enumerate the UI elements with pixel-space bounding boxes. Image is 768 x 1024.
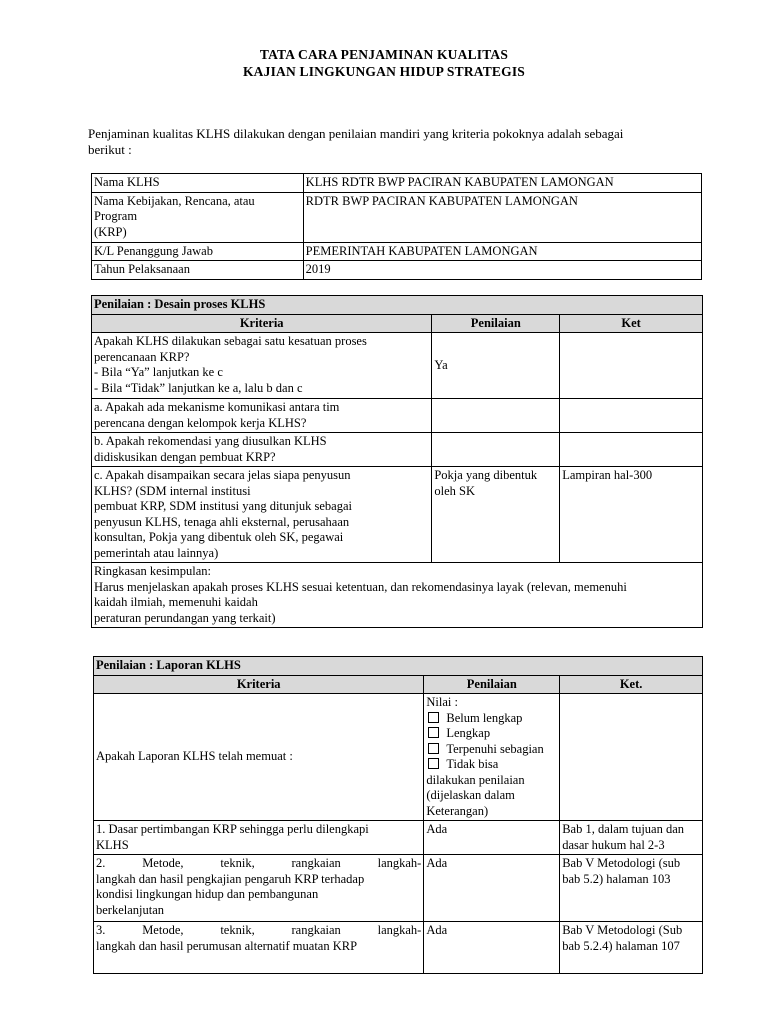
checkbox-icon[interactable]	[428, 712, 439, 723]
cell-line: Bab V Metodologi (Sub	[562, 923, 683, 937]
table-row	[94, 657, 703, 676]
penilaian-cell: Ada	[424, 855, 560, 922]
cell-line: b. Apakah rekomendasi yang diusulkan KLHS	[94, 434, 327, 448]
checkbox-icon[interactable]	[428, 743, 439, 754]
kriteria-cell	[92, 467, 432, 563]
info-label: K/L Penanggung Jawab	[92, 242, 304, 261]
info-value: 2019	[303, 261, 701, 280]
penilaian-cell	[432, 399, 560, 433]
column-header: Penilaian	[432, 314, 560, 333]
table-row	[92, 467, 703, 563]
section-title: Penilaian : Desain proses KLHS	[92, 296, 703, 315]
info-label-line: Nama Kebijakan, Rencana, atau	[94, 193, 255, 208]
kriteria-cell	[94, 821, 424, 855]
kriteria-cell: Apakah Laporan KLHS telah memuat :	[94, 694, 424, 821]
ringkasan-cell	[92, 563, 703, 628]
table-row	[94, 694, 703, 821]
cell-line: c. Apakah disampaikan secara jelas siapa penyusun	[94, 468, 351, 482]
section-title: Penilaian : Laporan KLHS	[94, 657, 703, 676]
cell-line: bab 5.2) halaman 103	[562, 871, 671, 886]
kriteria-cell	[92, 333, 432, 399]
table-row	[92, 261, 702, 280]
ket-cell: Lampiran hal-300	[560, 467, 703, 563]
info-label: Tahun Pelaksanaan	[92, 261, 304, 280]
option-lengkap[interactable]	[426, 726, 557, 742]
info-label	[92, 192, 304, 242]
cell-line: Bab V Metodologi (sub	[562, 856, 681, 870]
penilaian-cell: Ada	[424, 821, 560, 855]
column-header: Penilaian	[424, 675, 560, 694]
column-header: Kriteria	[92, 314, 432, 333]
ket-cell	[560, 399, 703, 433]
cell-line: perencana dengan kelompok kerja KLHS?	[94, 415, 307, 430]
cell-line: (dijelaskan dalam	[426, 788, 515, 802]
checkbox-icon[interactable]	[428, 758, 439, 769]
cell-line: KLHS	[96, 837, 129, 852]
cell-line: berkelanjutan	[96, 902, 165, 917]
table-row	[94, 922, 703, 974]
option-label: Tidak bisa	[446, 757, 499, 771]
cell-line: a. Apakah ada mekanisme komunikasi antara tim	[94, 400, 340, 414]
cell-line: pembuat KRP, SDM institusi yang ditunjuk sebagai	[94, 499, 352, 513]
cell-line: Bab 1, dalam tujuan dan	[562, 822, 685, 836]
table-row	[92, 399, 703, 433]
ket-cell	[560, 922, 703, 974]
ket-cell	[560, 855, 703, 922]
table-header-row	[94, 675, 703, 694]
cell-line: langkah dan hasil pengkajian pengaruh KRP terhadap	[96, 871, 365, 886]
cell-line: peraturan perundangan yang terkait)	[94, 610, 276, 625]
ket-cell	[560, 821, 703, 855]
info-label-line: (KRP)	[94, 224, 127, 239]
cell-line: 2. Metode, teknik, rangkaian langkah-	[96, 856, 422, 870]
penilaian-cell	[432, 433, 560, 467]
table-row	[92, 563, 703, 628]
intro-line: Penjaminan kualitas KLHS dilakukan dengan penilaian mandiri yang kriteria pokoknya adalah sebagai	[88, 126, 624, 141]
cell-line: - Bila “Ya” lanjutkan ke c	[94, 365, 223, 379]
cell-line: Pokja yang dibentuk	[434, 468, 538, 482]
kriteria-cell	[94, 922, 424, 974]
ket-cell	[560, 433, 703, 467]
column-header: Ket.	[560, 675, 703, 694]
option-label: Belum lengkap	[446, 710, 523, 725]
intro-line: berikut :	[88, 142, 132, 157]
desain-proses-table	[91, 295, 703, 628]
cell-line: Apakah KLHS dilakukan sebagai satu kesatuan proses	[94, 334, 367, 348]
cell-line: Nilai :	[426, 695, 458, 709]
option-label: Terpenuhi sebagian	[446, 741, 544, 756]
cell-line: perencanaan KRP?	[94, 349, 190, 364]
checkbox-icon[interactable]	[428, 727, 439, 738]
penilaian-cell: Ada	[424, 922, 560, 974]
cell-line: Ringkasan kesimpulan:	[94, 564, 211, 578]
penilaian-cell	[424, 694, 560, 821]
table-row	[92, 333, 703, 399]
cell-line: kaidah ilmiah, memenuhi kaidah	[94, 595, 258, 609]
table-row	[94, 821, 703, 855]
kriteria-cell	[94, 855, 424, 922]
kriteria-cell	[92, 433, 432, 467]
doc-title-line1: TATA CARA PENJAMINAN KUALITAS	[259, 47, 509, 62]
doc-title-line2: KAJIAN LINGKUNGAN HIDUP STRATEGIS	[242, 64, 526, 79]
info-label-line: Program	[94, 209, 138, 223]
penilaian-cell: Ya	[432, 333, 560, 399]
cell-line: didiskusikan dengan pembuat KRP?	[94, 449, 276, 464]
kriteria-cell	[92, 399, 432, 433]
table-row	[92, 433, 703, 467]
cell-line: dasar hukum hal 2-3	[562, 837, 665, 852]
cell-line: KLHS? (SDM internal institusi	[94, 483, 251, 498]
info-label: Nama KLHS	[92, 174, 304, 193]
cell-line: bab 5.2.4) halaman 107	[562, 938, 680, 953]
laporan-table	[93, 656, 703, 974]
cell-line: kondisi lingkungan hidup dan pembangunan	[96, 887, 319, 901]
cell-line: konsultan, Pokja yang dibentuk oleh SK, pegawai	[94, 530, 344, 544]
intro-paragraph	[88, 126, 708, 158]
info-value: KLHS RDTR BWP PACIRAN KABUPATEN LAMONGAN	[303, 174, 701, 193]
info-table	[91, 173, 702, 280]
info-value: PEMERINTAH KABUPATEN LAMONGAN	[303, 242, 701, 261]
table-row	[92, 296, 703, 315]
option-label: Lengkap	[446, 726, 491, 740]
column-header: Kriteria	[94, 675, 424, 694]
info-value: RDTR BWP PACIRAN KABUPATEN LAMONGAN	[303, 192, 701, 242]
ket-cell	[560, 694, 703, 821]
cell-line: Harus menjelaskan apakah proses KLHS sesuai ketentuan, dan rekomendasinya layak (relevan, memenuhi	[94, 579, 627, 594]
cell-line: dilakukan penilaian	[426, 772, 525, 787]
ket-cell	[560, 333, 703, 399]
cell-line: 3. Metode, teknik, rangkaian langkah-	[96, 923, 422, 937]
option-tidak-bisa[interactable]	[426, 757, 557, 773]
cell-line: - Bila “Tidak” lanjutkan ke a, lalu b dan c	[94, 380, 303, 395]
penilaian-cell	[432, 467, 560, 563]
cell-line: Keterangan)	[426, 803, 489, 818]
option-terpenuhi-sebagian[interactable]	[426, 742, 557, 758]
cell-line: penyusun KLHS, tenaga ahli eksternal, perusahaan	[94, 514, 350, 529]
table-row	[92, 192, 702, 242]
cell-line: pemerintah atau lainnya)	[94, 545, 219, 560]
option-belum-lengkap[interactable]	[426, 711, 557, 727]
table-row	[92, 242, 702, 261]
table-row	[92, 174, 702, 193]
table-header-row	[92, 314, 703, 333]
table-row	[94, 855, 703, 922]
cell-line: langkah dan hasil perumusan alternatif muatan KRP	[96, 938, 358, 953]
cell-line: 1. Dasar pertimbangan KRP sehingga perlu dilengkapi	[96, 822, 369, 836]
cell-line: oleh SK	[434, 483, 475, 498]
column-header: Ket	[560, 314, 703, 333]
